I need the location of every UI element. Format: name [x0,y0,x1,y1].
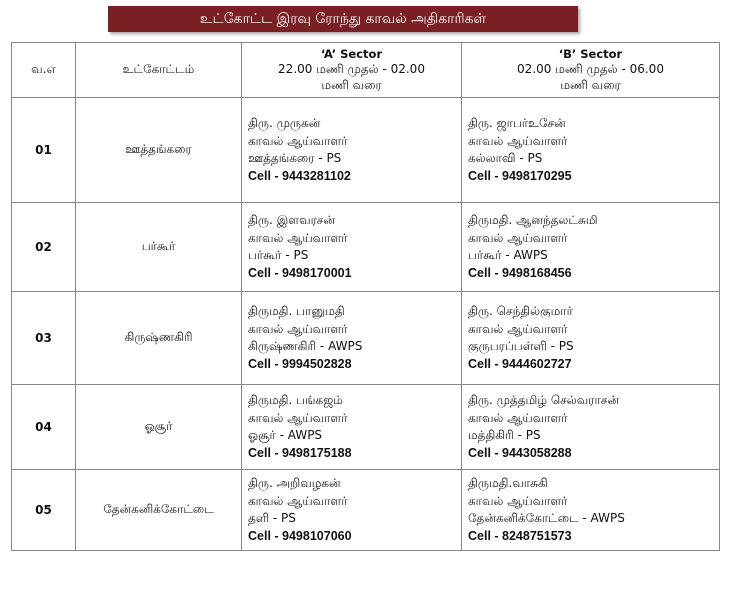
officer-station: பர்கூர் - AWPS [468,248,548,262]
officer-cell: Cell - 9498107060 [248,528,352,543]
officer-cell: Cell - 9498170295 [468,168,572,183]
sector-a-time-line1: 22.00 மணி முதல் - 02.00 [278,62,425,76]
officer-station: தளி - PS [248,511,296,525]
header-sector-a [242,43,462,98]
officer-cell: Cell - 9443058288 [468,445,572,460]
sector-a-officer [242,292,462,385]
officer-name: திரு. முருகன் [248,116,321,130]
officer-rank: காவல் ஆய்வாளர் [468,410,568,425]
sector-b-officer [462,470,720,551]
officer-cell: Cell - 9498175188 [248,445,352,460]
officer-station: மத்திகிரி - PS [468,428,541,442]
officer-cell: Cell - 9498170001 [248,265,352,280]
officers-table [11,42,720,551]
officer-cell: Cell - 9498168456 [468,265,572,280]
officer-rank: காவல் ஆய்வாளர் [248,410,348,425]
sector-b-officer [462,203,720,292]
officer-name: திரு. இளவரசன் [248,213,336,227]
page-title: உட்கோட்ட இரவு ரோந்து காவல் அதிகாரிகள் [108,6,578,32]
sector-b-time-line2: மணி வரை [560,78,621,92]
officer-rank: காவல் ஆய்வாளர் [468,133,568,148]
officer-station: குருபரப்பள்ளி - PS [468,339,574,353]
officer-rank: காவல் ஆய்வாளர் [248,133,348,148]
table-row [12,203,720,292]
sector-b-time-line1: 02.00 மணி முதல் - 06.00 [517,62,664,76]
officer-name: திரு. அறிவழகன் [248,476,341,490]
officer-cell: Cell - 8248751573 [468,528,572,543]
sector-b-officer [462,292,720,385]
officer-station: கல்லாவி - PS [468,151,543,165]
sector-a-title: ‘A’ Sector [320,47,383,61]
row-sno: 01 [12,98,76,203]
row-sno: 05 [12,470,76,551]
officer-rank: காவல் ஆய்வாளர் [248,493,348,508]
officer-name: திரு. செந்தில்குமார் [468,304,573,318]
officer-station: ஓசூர் - AWPS [248,428,323,442]
sector-a-time-line2: மணி வரை [321,78,382,92]
header-sno: வ.எ [12,43,76,98]
officer-name: திருமதி. ஆனந்தலட்சுமி [468,213,598,227]
sector-a-officer [242,385,462,470]
officer-station: கிருஷ்ணகிரி - AWPS [248,339,363,353]
sector-a-officer [242,203,462,292]
officer-cell: Cell - 9444602727 [468,356,572,371]
row-division: ஊத்தங்கரை [76,98,242,203]
row-sno: 02 [12,203,76,292]
sector-b-title: ‘B’ Sector [558,47,623,61]
table-row [12,470,720,551]
officer-rank: காவல் ஆய்வாளர் [248,230,348,245]
row-division: கிருஷ்ணகிரி [76,292,242,385]
table-header-row [12,43,720,98]
officer-name: திரு. ஜாபர்உசேன் [468,116,566,130]
officer-rank: காவல் ஆய்வாளர் [468,230,568,245]
officer-rank: காவல் ஆய்வாளர் [468,321,568,336]
row-sno: 04 [12,385,76,470]
header-division: உட்கோட்டம் [76,43,242,98]
officer-name: திருமதி. பானுமதி [248,304,345,318]
table-row [12,385,720,470]
officer-station: பர்கூர் - PS [248,248,309,262]
sector-b-officer [462,385,720,470]
officer-name: திருமதி. பங்கஜம் [248,393,343,407]
officer-name: திருமதி.வாசுகி [468,476,548,490]
officer-cell: Cell - 9994502828 [248,356,352,371]
row-division: பர்கூர் [76,203,242,292]
sector-a-officer [242,470,462,551]
table-row [12,292,720,385]
header-sector-b [462,43,720,98]
row-division: தேன்கனிக்கோட்டை [76,470,242,551]
sector-a-officer [242,98,462,203]
sector-b-officer [462,98,720,203]
officer-station: தேன்கனிக்கோட்டை - AWPS [468,511,625,525]
officer-rank: காவல் ஆய்வாளர் [248,321,348,336]
officer-station: ஊத்தங்கரை - PS [248,151,342,165]
officer-rank: காவல் ஆய்வாளர் [468,493,568,508]
officer-cell: Cell - 9443281102 [248,168,351,183]
table-row [12,98,720,203]
row-sno: 03 [12,292,76,385]
row-division: ஓசூர் [76,385,242,470]
officer-name: திரு. முத்தமிழ் செல்வராசன் [468,393,620,407]
